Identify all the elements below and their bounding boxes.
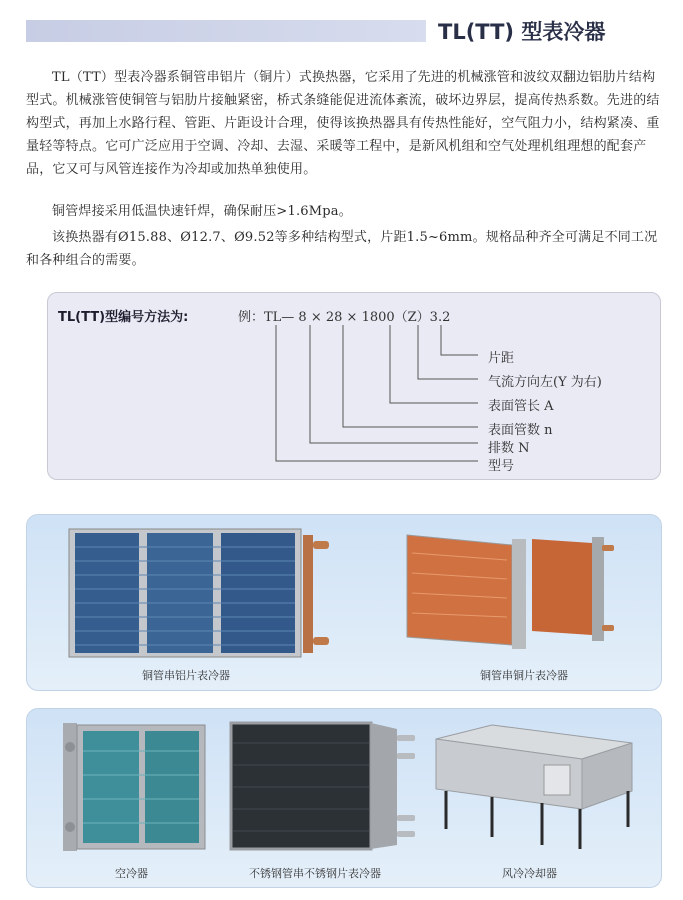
copper-fin-coil-image xyxy=(402,525,617,665)
naming-item-model: 型号 xyxy=(488,459,515,474)
caption-air-cooled-cooler: 风冷冷却器 xyxy=(502,867,557,880)
naming-method-panel xyxy=(47,292,661,480)
product-gallery-top xyxy=(26,514,662,691)
naming-item-tube-length: 表面管长 A xyxy=(488,399,554,414)
product-gallery-bottom xyxy=(26,708,662,888)
naming-item-rows: 排数 N xyxy=(488,441,530,456)
caption-copper-copper-coil: 铜管串铜片表冷器 xyxy=(480,669,568,682)
air-cooled-cooler-image xyxy=(432,719,637,859)
naming-example: 例：TL— 8 × 28 × 1800（Z）3.2 xyxy=(238,310,451,325)
stainless-coil-image xyxy=(227,719,427,859)
title-bar xyxy=(26,20,426,42)
intro-paragraph-2: 铜管焊接采用低温快速钎焊，确保耐压>1.6Mpa。 xyxy=(52,204,352,219)
intro-paragraph-1: TL（TT）型表冷器系铜管串铝片（铜片）式换热器，它采用了先进的机械涨管和波纹双翻边铝肋片结构型式。机械涨管使铜管与铝肋片接触紧密，桥式条缝能促进流体紊流，破坏边界层，提高传热系数。先进的结构型式，再加上水路行程、管距、片距设计合理，使得该换热器具有传热性能好，空气阻力小，结构紧凑、重量轻等特点。它可广泛应用于空调、冷却、去湿、采暖等工程中，是新风机组和空气处理机组理想的配套产品，它又可与风管连接作为冷却或加热单独使用。 xyxy=(26,70,660,177)
naming-item-fin-pitch: 片距 xyxy=(488,351,515,366)
air-cooler-image xyxy=(55,717,215,857)
caption-copper-aluminum-coil: 铜管串铝片表冷器 xyxy=(142,669,230,682)
caption-air-cooler: 空冷器 xyxy=(115,867,148,880)
aluminum-fin-coil-image xyxy=(67,527,332,662)
naming-item-airflow: 气流方向左(Y 为右) xyxy=(488,375,602,390)
naming-label: TL(TT)型编号方法为: xyxy=(58,310,189,325)
naming-item-tube-count: 表面管数 n xyxy=(488,423,553,438)
intro-paragraph-3: 该换热器有Ø15.88、Ø12.7、Ø9.52等多种结构型式，片距1.5~6mm。规格品种齐全可满足不同工况和各种组合的需要。 xyxy=(26,230,658,268)
page-title: TL(TT) 型表冷器 xyxy=(438,20,606,44)
caption-stainless-coil: 不锈钢管串不锈钢片表冷器 xyxy=(249,867,381,880)
